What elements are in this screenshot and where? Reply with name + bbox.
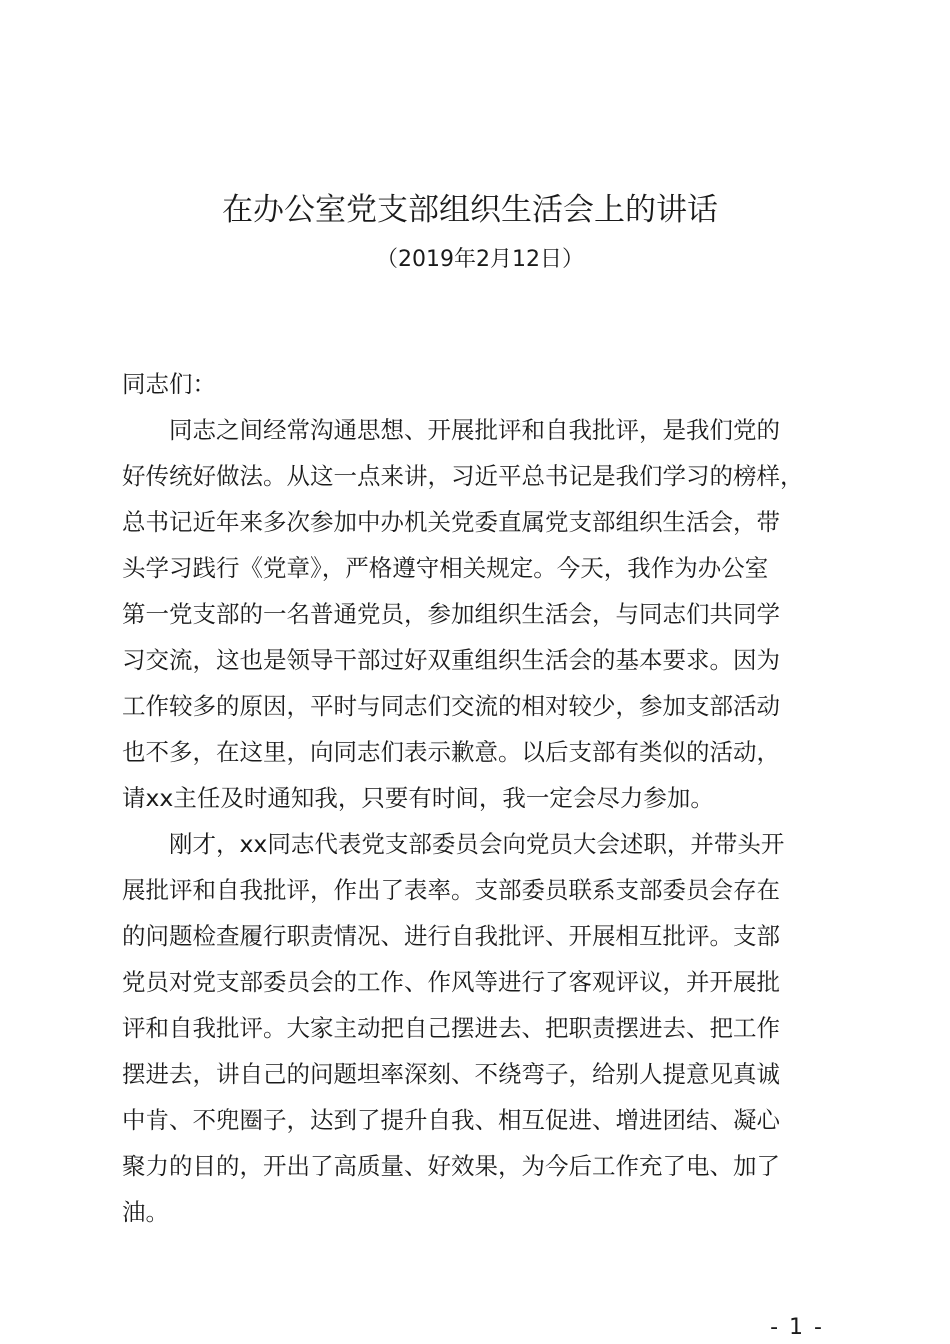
body-line: 好传统好做法。从这一点来讲，习近平总书记是我们学习的榜样， — [122, 462, 804, 490]
speech-date: （2019年2月12日） — [376, 247, 584, 272]
body-line: 头学习践行《党章》，严格遵守相关规定。今天，我作为办公室 — [122, 554, 769, 582]
body-line: 聚力的目的，开出了高质量、好效果，为今后工作充了电、加了 — [122, 1152, 780, 1180]
body-line: 摆进去，讲自己的问题坦率深刻、不绕弯子，给别人提意见真诚 — [122, 1060, 780, 1088]
body-line: 也不多，在这里，向同志们表示歉意。以后支部有类似的活动， — [122, 738, 780, 766]
body-line: 刚才，xx同志代表党支部委员会向党员大会述职，并带头开 — [122, 830, 785, 858]
body-line: 评和自我批评。大家主动把自己摆进去、把职责摆进去、把工作 — [122, 1014, 780, 1042]
page-number: - 1 - — [770, 1315, 824, 1340]
body-line: 党员对党支部委员会的工作、作风等进行了客观评议，并开展批 — [122, 968, 780, 996]
body-line: 习交流，这也是领导干部过好双重组织生活会的基本要求。因为 — [122, 646, 780, 674]
salutation-line: 同志们： — [122, 370, 216, 398]
body-line: 油。 — [122, 1198, 169, 1226]
body-line: 请xx主任及时通知我，只要有时间，我一定会尽力参加。 — [122, 784, 714, 812]
page-title: 在办公室党支部组织生活会上的讲话 — [222, 192, 718, 228]
body-line: 展批评和自我批评，作出了表率。支部委员联系支部委员会存在 — [122, 876, 780, 904]
body-line: 总书记近年来多次参加中办机关党委直属党支部组织生活会，带 — [122, 508, 780, 536]
body-line: 第一党支部的一名普通党员，参加组织生活会，与同志们共同学 — [122, 600, 780, 628]
body-line: 工作较多的原因，平时与同志们交流的相对较少，参加支部活动 — [122, 692, 780, 720]
speech-body — [122, 361, 832, 1235]
body-line: 中肯、不兜圈子，达到了提升自我、相互促进、增进团结、凝心 — [122, 1106, 780, 1134]
body-line: 同志之间经常沟通思想、开展批评和自我批评，是我们党的 — [122, 416, 780, 444]
body-line: 的问题检查履行职责情况、进行自我批评、开展相互批评。支部 — [122, 922, 780, 950]
